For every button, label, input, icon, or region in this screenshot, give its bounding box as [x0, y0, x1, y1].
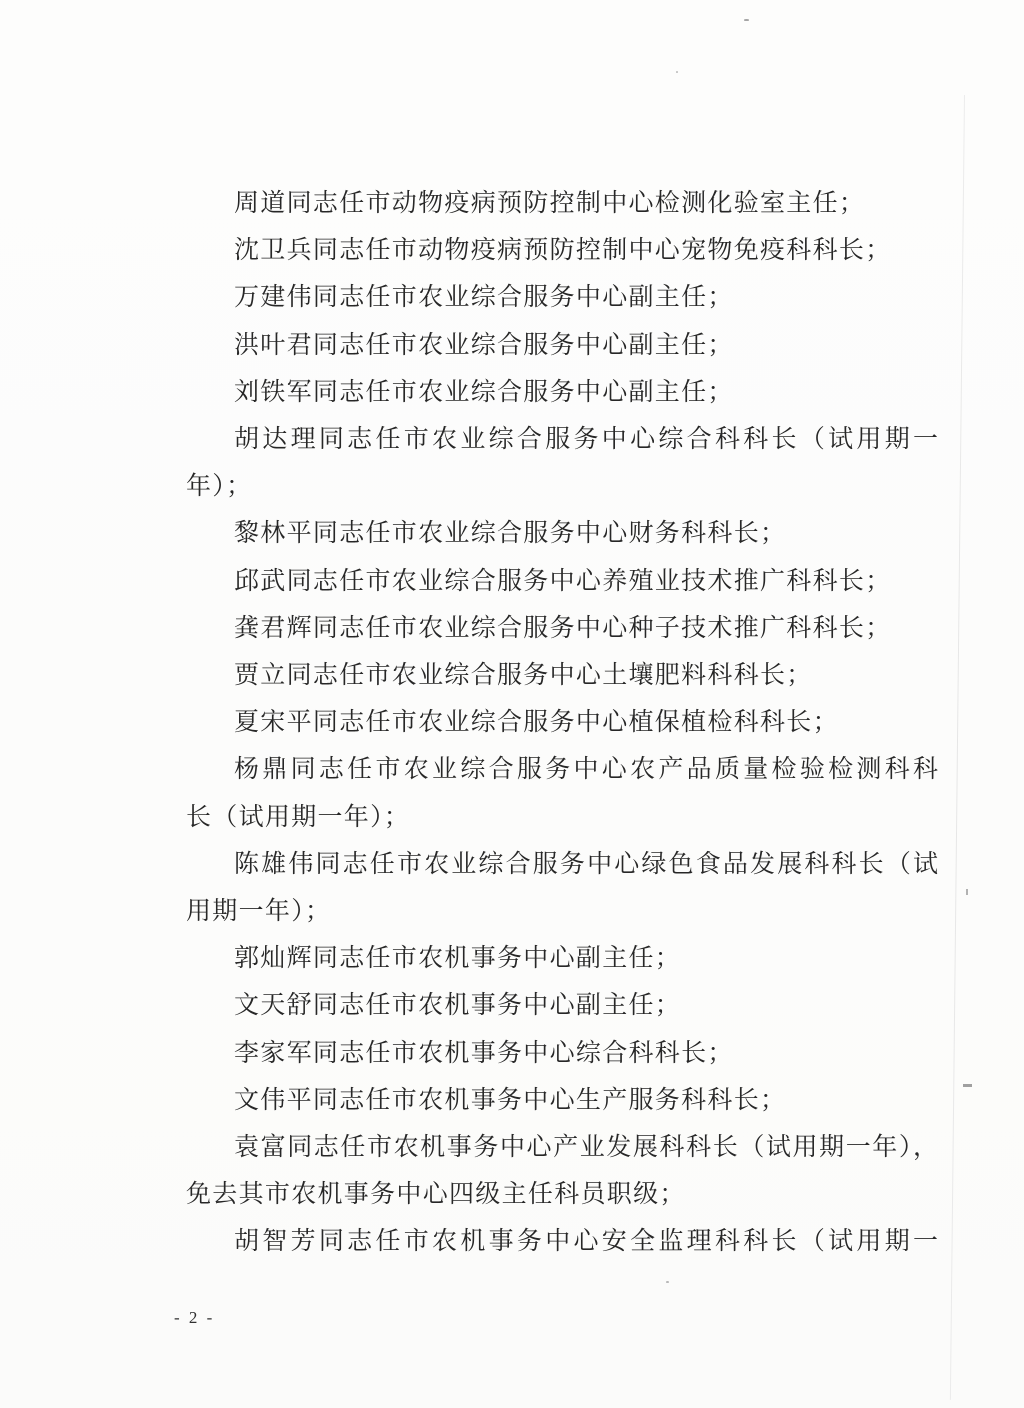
appointment-line: 文天舒同志任市农机事务中心副主任；	[234, 992, 682, 1020]
appointment-line: 刘铁军同志任市农业综合服务中心副主任；	[234, 378, 734, 406]
appointment-line: 胡智芳同志任市农机事务中心安全监理科科长（试用期一	[234, 1228, 938, 1256]
appointment-line: 万建伟同志任市农业综合服务中心副主任；	[234, 284, 734, 312]
paper-crease	[950, 95, 965, 1400]
appointment-line: 年）；	[186, 473, 253, 501]
page-number: - 2 -	[174, 1308, 215, 1327]
appointment-line: 夏宋平同志任市农业综合服务中心植保植检科科长；	[234, 709, 839, 737]
appointment-line: 陈雄伟同志任市农业综合服务中心绿色食品发展科科长（试	[234, 850, 938, 878]
scan-speck	[966, 889, 968, 895]
appointment-line: 沈卫兵同志任市动物疫病预防控制中心宠物免疫科科长；	[234, 237, 892, 265]
appointment-line: 周道同志任市动物疫病预防控制中心检测化验室主任；	[234, 190, 866, 217]
appointment-line: 李家军同志任市农机事务中心综合科科长；	[234, 1039, 734, 1067]
appointment-line: 黎林平同志任市农业综合服务中心财务科科长；	[234, 520, 787, 548]
appointment-line: 文伟平同志任市农机事务中心生产服务科科长；	[234, 1086, 787, 1114]
appointment-line: 邱武同志任市农业综合服务中心养殖业技术推广科科长；	[234, 567, 892, 595]
appointment-line: 用期一年）；	[186, 898, 332, 926]
appointment-line: 袁富同志任市农机事务中心产业发展科科长（试用期一年），	[234, 1134, 938, 1162]
appointment-line: 郭灿辉同志任市农机事务中心副主任；	[234, 945, 682, 973]
appointment-line: 胡达理同志任市农业综合服务中心综合科科长（试用期一	[234, 426, 938, 454]
scan-speck	[676, 71, 678, 73]
appointment-line: 贾立同志任市农业综合服务中心土壤肥料科科长；	[234, 662, 813, 690]
scan-speck	[666, 1281, 669, 1283]
scan-speck	[963, 1084, 972, 1087]
appointment-line: 长（试用期一年）；	[186, 803, 411, 831]
appointment-line: 免去其市农机事务中心四级主任科员职级；	[186, 1181, 686, 1209]
appointment-line: 龚君辉同志任市农业综合服务中心种子技术推广科科长；	[234, 614, 892, 642]
scan-speck	[744, 19, 749, 21]
appointment-line: 洪叶君同志任市农业综合服务中心副主任；	[234, 331, 734, 359]
document-body	[186, 180, 938, 1266]
appointment-line: 杨鼎同志任市农业综合服务中心农产品质量检验检测科科	[234, 756, 938, 784]
